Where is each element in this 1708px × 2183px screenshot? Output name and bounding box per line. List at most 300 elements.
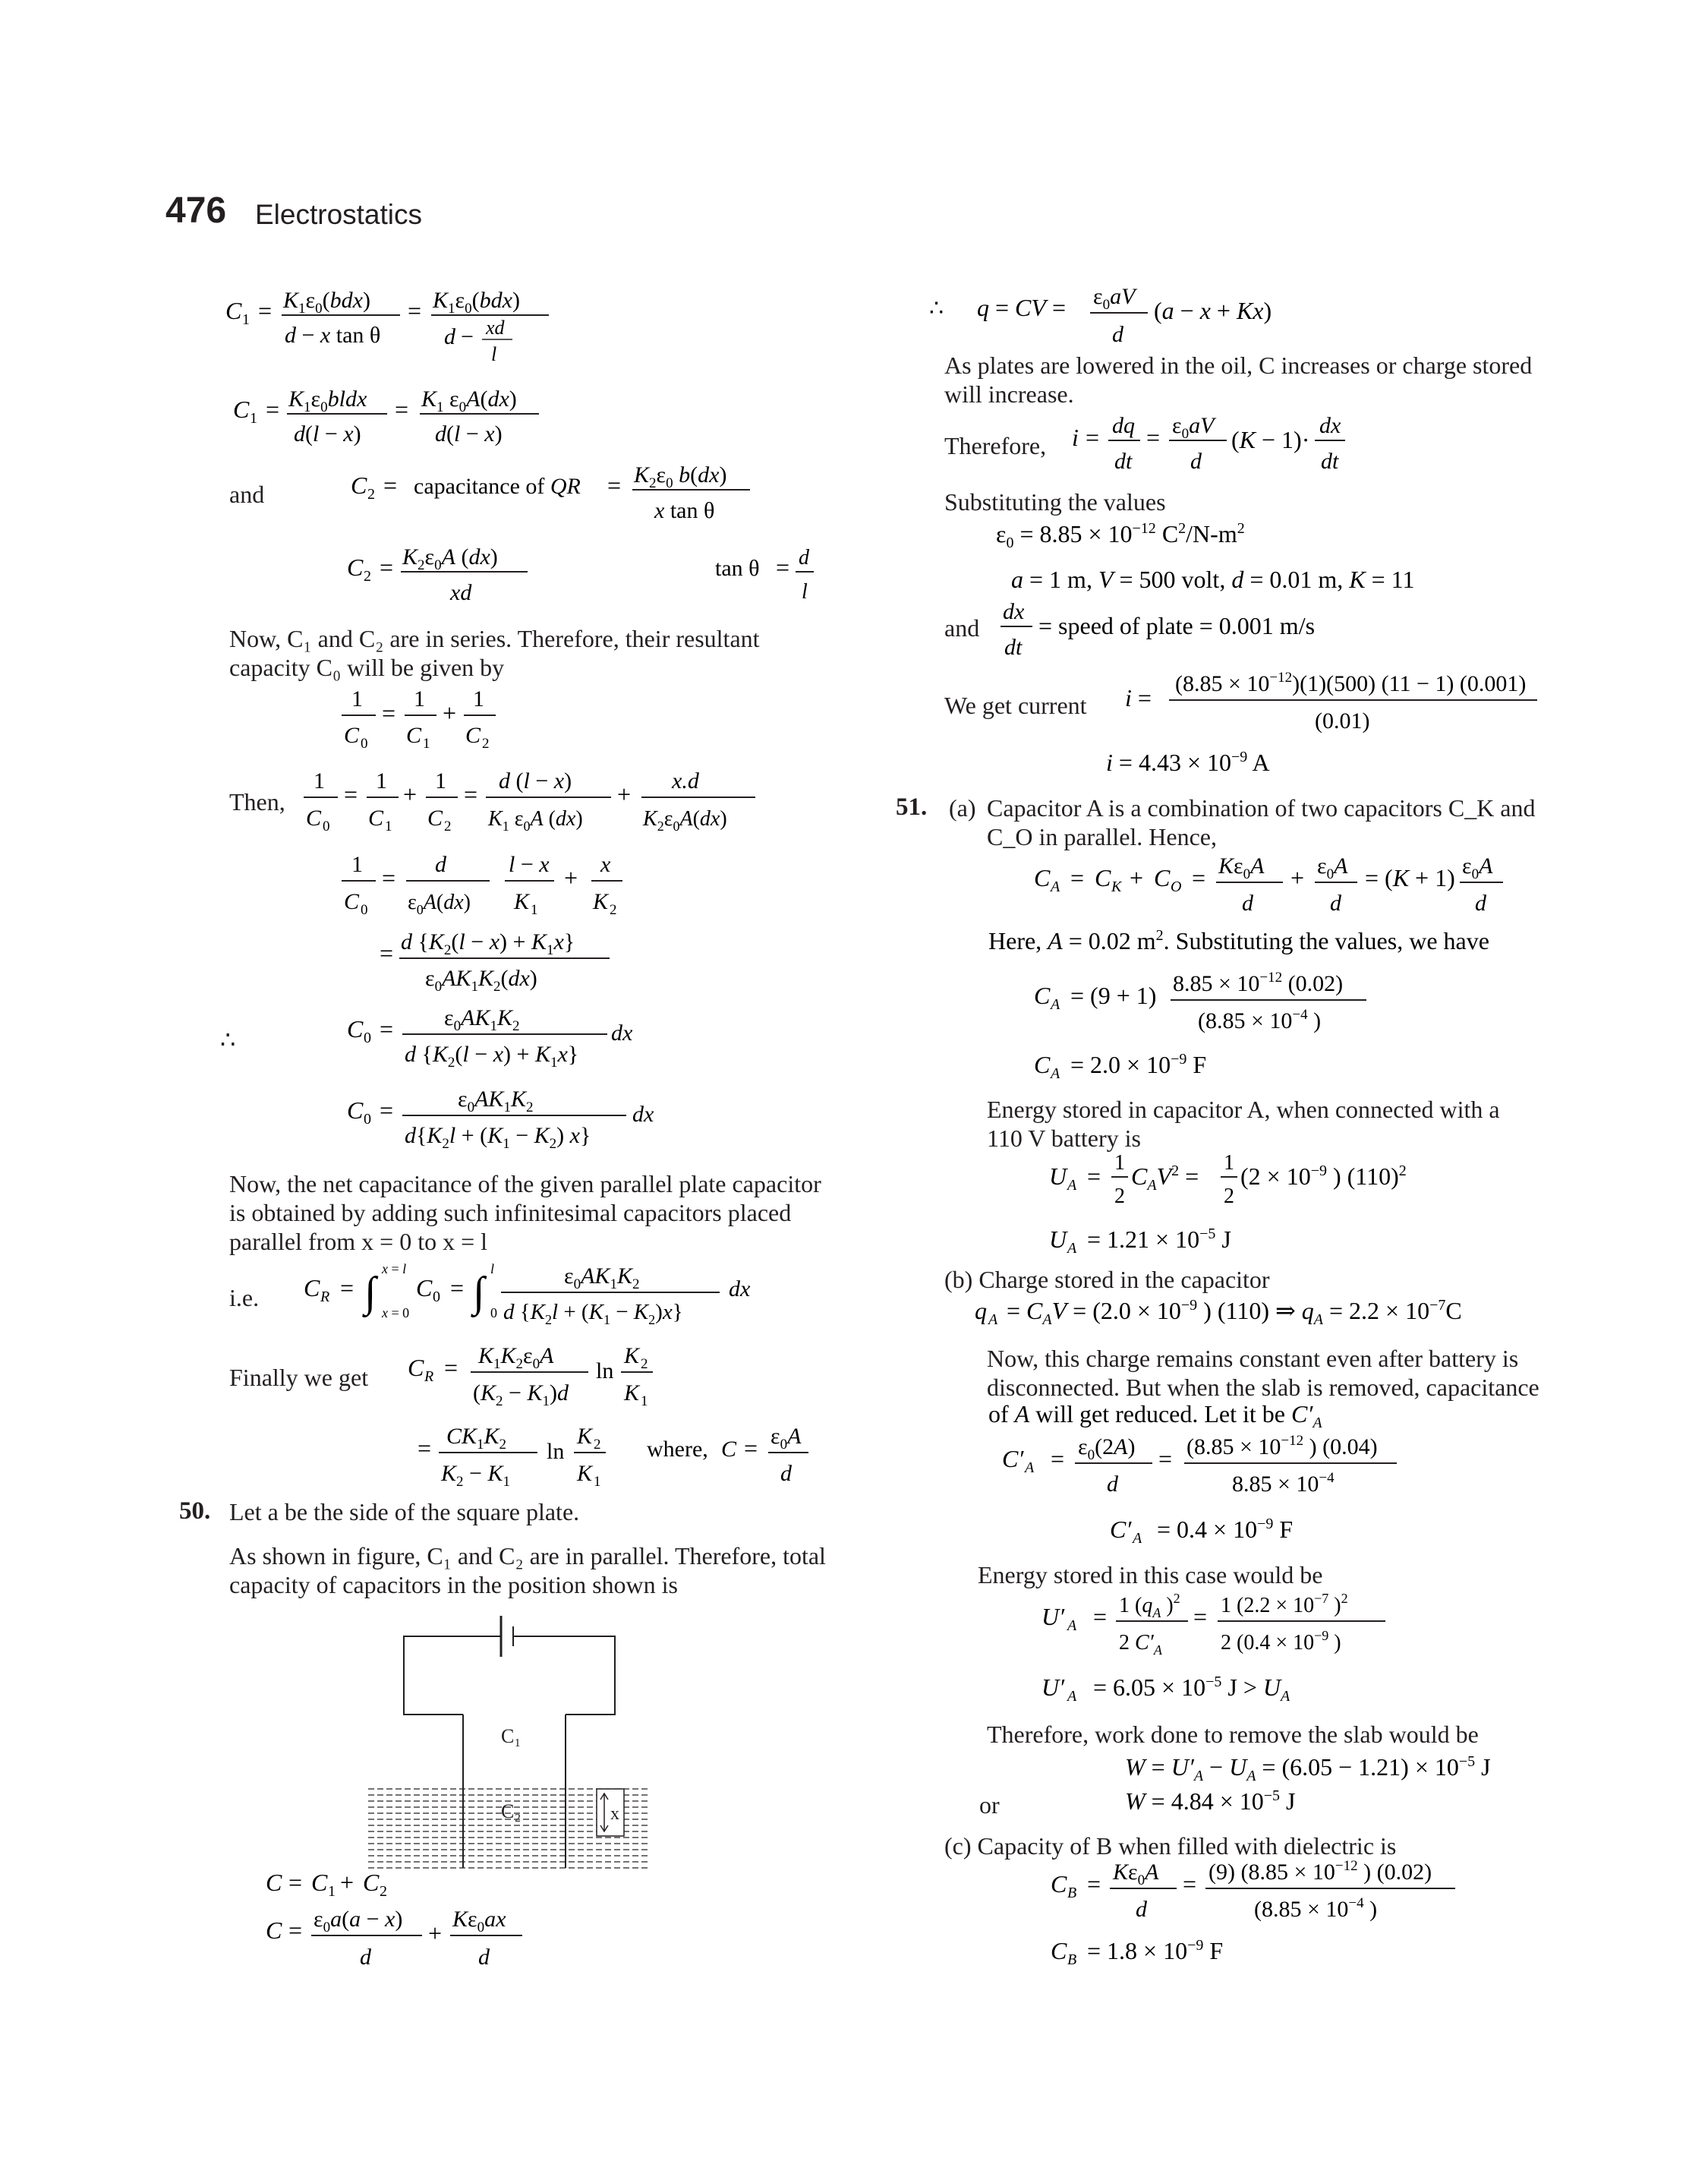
svg-text:1: 1 [242, 311, 250, 328]
svg-text:=: = [382, 864, 396, 891]
svg-text:+: + [564, 864, 578, 891]
svg-text:=: = [288, 1869, 303, 1896]
svg-text:ln: ln [547, 1439, 565, 1464]
svg-text:CAV2 =: $C_AV^2$ = [1131, 1162, 1199, 1194]
svg-text:ε0A: $\varepsilon_0A$ [1317, 853, 1348, 882]
equation-c1-first [224, 277, 558, 368]
paragraph-50-2: As shown in figure, C₁ and C₂ are in parallel. Therefore, total [229, 1542, 826, 1569]
svg-text:= CAV = (2.0 × 10−9 ) (110) ⇒: = $C_AV = (2.0 \times 10^{-9}$ ) (110) ⇒ $q_A = 2.2 \times 10^{-7}C$ [1007, 1297, 1462, 1328]
svg-text:C: C [1095, 864, 1111, 891]
svg-text:=: = [464, 781, 478, 808]
svg-text:K1ε0(bdx): $K_1\varepsilon_0(bdx)$ [283, 288, 370, 317]
svg-text:l: l [490, 1261, 495, 1276]
svg-text:d: d [1107, 1472, 1118, 1497]
svg-text:−: − [461, 324, 474, 349]
equation-ua [1048, 1145, 1442, 1221]
equation-c-expression [264, 1902, 537, 1978]
svg-text:C: C [351, 472, 367, 499]
equation-c1-second [232, 383, 550, 452]
question-number-50: 50. [179, 1497, 211, 1525]
part-c-label: (c) Capacity of B when filled with dielectric is [944, 1832, 1397, 1860]
svg-text:K: K [593, 889, 609, 914]
svg-text:C: C [1051, 1937, 1067, 1964]
svg-text:d: d [1190, 449, 1202, 474]
svg-text:U: U [1049, 1226, 1067, 1253]
svg-text:Kε0A: $K\varepsilon_0A$ [1218, 853, 1265, 882]
svg-text:l − x: l − x [509, 852, 550, 877]
svg-text:=: = [444, 1354, 459, 1381]
svg-text:(0.01): (0.01) [1315, 708, 1370, 733]
paragraph-series-2: capacity C₀ will be given by [229, 654, 505, 681]
svg-text:=: = [380, 554, 394, 581]
svg-text:W = 4.84 × 10−5 J: $W = 4.84 \times 10^{-5}$ J [1125, 1787, 1296, 1815]
svg-text:A: A [1025, 1459, 1035, 1476]
equation-where-c [645, 1417, 820, 1493]
equation-c-sum [264, 1864, 416, 1902]
paragraph-51a-2: C_O in parallel. Hence, [987, 823, 1217, 850]
svg-text:capacitance of QR: capacitance of QR [414, 474, 581, 499]
svg-text:K1ε0(bdx): $K_1\varepsilon_0(bdx)$ [433, 288, 520, 317]
svg-text:d: d [1136, 1897, 1147, 1922]
svg-text:=: = [266, 396, 280, 423]
equation-c2-second [345, 539, 543, 607]
page-number: 476 [165, 191, 227, 231]
svg-text:=: = [1087, 1870, 1101, 1898]
equation-work-result [1123, 1781, 1366, 1822]
svg-text:R: R [320, 1289, 330, 1305]
svg-text:(a − x + Kx): (a − x + Kx) [1154, 297, 1272, 324]
svg-text:C: C [1034, 1051, 1051, 1078]
svg-text:=: = [1158, 1445, 1173, 1472]
part-a-label: (a) [949, 794, 976, 822]
equation-current [1070, 406, 1359, 475]
svg-text:= 2.0 × 10−9 F: = $2.0 \times 10^{-9}$ F [1070, 1051, 1207, 1078]
svg-text:2: 2 [444, 819, 452, 834]
svg-text:C: C [416, 1274, 433, 1301]
equation-ca-values [1032, 964, 1382, 1040]
svg-text:1: 1 [328, 1883, 336, 1900]
finally-label: Finally we get [229, 1364, 369, 1391]
svg-text:1: 1 [314, 768, 325, 793]
svg-text:K: K [577, 1461, 593, 1486]
svg-text:xd: xd [450, 580, 472, 605]
svg-text:dx: dx [1319, 413, 1341, 438]
svg-text:+: + [428, 1920, 443, 1947]
svg-text:2: 2 [610, 902, 617, 918]
paragraph-51a-1: Capacitor A is a combination of two capacitors C_K and [987, 794, 1536, 822]
svg-text:K: K [1111, 879, 1122, 895]
paragraph-50-3: capacity of capacitors in the position shown is [229, 1571, 678, 1598]
paragraph-51b-4: Energy stored in this case would be [978, 1561, 1323, 1588]
svg-text:0: 0 [364, 1030, 371, 1046]
svg-text:ε0AK1K2(dx): $\varepsilon_0AK_1K_2(dx)$ [425, 966, 537, 995]
svg-text:=: = [408, 297, 422, 324]
svg-text:+: + [1130, 864, 1144, 891]
svg-text:8.85 × 10−4: $8.85 \times 10^{-4}$ [1232, 1470, 1335, 1497]
svg-text:2: 2 [594, 1437, 601, 1453]
equation-current-values [1123, 664, 1549, 740]
svg-text:1: 1 [414, 686, 425, 711]
equation-tan-theta [714, 539, 820, 607]
svg-text:+: + [403, 781, 418, 808]
svg-text:=: = [395, 396, 409, 423]
svg-text:2: 2 [482, 736, 490, 752]
svg-text:B: B [1067, 1885, 1077, 1901]
equation-charge [928, 279, 1292, 348]
ie-label: i.e. [229, 1284, 260, 1311]
svg-text:U′: U′ [1042, 1603, 1065, 1630]
svg-text:d: d [1330, 891, 1341, 916]
svg-text:1: 1 [641, 1393, 648, 1409]
svg-text:1: 1 [376, 768, 387, 793]
svg-text:B: B [1067, 1951, 1077, 1968]
svg-text:1: 1 [351, 686, 363, 711]
svg-text:d: d [780, 1461, 792, 1486]
svg-text:U′: U′ [1042, 1674, 1065, 1701]
svg-text:ε0A: $\varepsilon_0A$ [1462, 853, 1493, 882]
equation-ca-sum [1032, 847, 1518, 923]
svg-text:K1 ε0A (dx): $K_1$ $\varepsilon_0A$ (dx) [488, 807, 583, 834]
svg-text:0: 0 [490, 1305, 497, 1320]
svg-text:2 (0.4 × 10−9 ): 2 ($0.4 \times 10^{-9}$ ) [1221, 1628, 1341, 1655]
svg-text:x = 0: x = 0 [382, 1305, 410, 1320]
svg-text:K1K2ε0A: $K_1K_2\varepsilon_0A$ [478, 1343, 554, 1372]
svg-text:C: C [311, 1869, 328, 1896]
equation-current-result [1105, 744, 1332, 782]
svg-text:C: C [1034, 864, 1051, 891]
or-label: or [979, 1791, 1000, 1819]
svg-text:= 0.4 × 10−9 F: = $0.4 \times 10^{-9}$ F [1157, 1516, 1294, 1543]
equation-cr-in-terms-of-c [416, 1417, 644, 1493]
svg-text:K2ε0 b(dx): $K_2\varepsilon_0$ b(dx) [634, 462, 727, 491]
svg-text:d{K2l + (K1 − K2) x}: $d\{K_2l + (K_1 - K_2)$ x} [405, 1123, 591, 1152]
svg-text:1: 1 [1114, 1151, 1125, 1175]
svg-text:d: d [478, 1945, 490, 1970]
svg-text:dx: dx [729, 1276, 751, 1301]
svg-text:C: C [225, 297, 242, 324]
svg-text:d: d [360, 1945, 371, 1970]
svg-text:i: i [1072, 424, 1079, 451]
svg-text:d {K2(l − x) + K1x}: d $\{K_2(l - x) + K_1x\}$ [405, 1042, 579, 1071]
svg-text:K: K [514, 889, 530, 914]
svg-text:C′: C′ [1110, 1516, 1132, 1543]
svg-text:d: d [444, 324, 455, 349]
svg-text:A: A [1051, 1065, 1060, 1082]
svg-text:=: = [1183, 1870, 1197, 1898]
svg-text:i =: i = [1125, 684, 1152, 711]
svg-text:=: = [380, 1015, 394, 1043]
svg-text:=: = [1087, 1162, 1101, 1190]
chapter-title: Electrostatics [255, 199, 423, 230]
paragraph-plates-lowered-2: will increase. [944, 380, 1074, 408]
svg-text:K2ε0A(dx): $K_2\varepsilon_0A(dx)$ [643, 807, 727, 834]
svg-text:1: 1 [1224, 1151, 1234, 1175]
equation-cb [1049, 1853, 1474, 1929]
current-label: We get current [944, 692, 1087, 719]
svg-text:ε0aV: $\varepsilon_0aV$ [1172, 413, 1215, 442]
svg-text:dt: dt [1321, 449, 1339, 474]
svg-text:l: l [491, 343, 497, 365]
svg-text:C: C [1051, 1870, 1067, 1898]
svg-text:1: 1 [351, 852, 363, 877]
equation-c0-first [345, 1001, 664, 1069]
svg-text:ε0 = 8.85 × 10−12 C2/N-m2: $\varepsilon_0 = 8.85 \times 10^{-12}$ $C^2/N-m^2$ [996, 520, 1245, 551]
svg-text:C: C [406, 723, 422, 748]
svg-text:2: 2 [367, 486, 375, 503]
svg-text:K2ε0A (dx): $K_2\varepsilon_0A$ (dx) [402, 544, 498, 573]
svg-text:O: O [1171, 879, 1182, 895]
svg-text:x = l: x = l [382, 1261, 407, 1276]
svg-text:∫: ∫ [473, 1269, 485, 1316]
equation-ca-prime [1001, 1427, 1410, 1503]
svg-text:C: C [266, 1869, 282, 1896]
svg-text:=: = [380, 939, 394, 967]
paragraph-net-capacitance-1: Now, the net capacitance of the given parallel plate capacitor [229, 1170, 821, 1197]
svg-text:+: + [1290, 864, 1305, 891]
svg-text:=: = [744, 1434, 758, 1462]
figure-label-x: x [610, 1804, 619, 1824]
svg-text:=: = [382, 699, 396, 727]
svg-text:C: C [363, 1869, 380, 1896]
svg-text:Kε0ax: $K\varepsilon_0ax$ [452, 1907, 506, 1935]
svg-text:=: = [776, 554, 790, 581]
svg-text:A: A [1067, 1617, 1077, 1634]
equation-ua-prime-result [1040, 1667, 1344, 1708]
svg-text:=: = [1070, 864, 1085, 891]
equation-inverse-c0-factored [338, 847, 641, 923]
svg-text:∴: ∴ [929, 296, 944, 321]
svg-text:1: 1 [473, 686, 484, 711]
svg-text:ε0AK1K2: $\varepsilon_0AK_1K_2$ [444, 1005, 520, 1034]
then-label: Then, [229, 788, 285, 815]
svg-text:ε0aV: $\varepsilon_0aV$ [1093, 284, 1136, 313]
svg-text:d: d [1112, 322, 1123, 347]
svg-text:(8.85 × 10−12)(1)(500) (11 − 1: $(8.85 \times 10^{-12})(1)(500)$ (11 − 1) (0.001) [1175, 670, 1527, 696]
therefore-word: Therefore, [944, 432, 1047, 459]
svg-text:1 (qA )2: 1 ($q_A$ )$^2$ [1119, 1591, 1180, 1620]
svg-text:dq: dq [1112, 413, 1135, 438]
svg-text:ε0a(a − x): $\varepsilon_0a(a - x)$ [314, 1907, 403, 1935]
circuit-figure [364, 1602, 653, 1875]
svg-text:Here, A = 0.02 m2. Substitutin: Here, A = 0.02 $m^2$. Substituting the values, we have [988, 927, 1489, 954]
svg-text:d {K2(l − x) + K1x}: d $\{K_2(l - x) + K_1x\}$ [401, 929, 575, 958]
svg-text:= (9 + 1): = (9 + 1) [1070, 982, 1157, 1009]
figure-label-c1: C₁ [501, 1725, 522, 1747]
svg-text:=: = [380, 1096, 394, 1124]
equation-c2-first [349, 456, 759, 532]
equation-inverse-c0-combined [378, 925, 621, 993]
svg-text:(8.85 × 10−4 ): ($8.85 \times 10^{-4}$ ) [1254, 1895, 1378, 1922]
svg-text:xd: xd [486, 317, 505, 339]
paragraph-51a-4: Energy stored in capacitor A, when connected with a [987, 1096, 1500, 1123]
figure-label-c2: C₂ [501, 1800, 522, 1822]
svg-text:C′: C′ [1002, 1445, 1024, 1472]
paragraph-51b-2: disconnected. But when the slab is removed, capacitance [987, 1374, 1539, 1401]
svg-text:tan θ: tan θ [715, 556, 760, 581]
svg-text:=: = [607, 472, 622, 499]
question-number-51: 51. [896, 793, 928, 821]
svg-text:R: R [424, 1368, 434, 1385]
paragraph-net-capacitance-2: is obtained by adding such infinitesimal capacitors placed [229, 1199, 792, 1226]
svg-text:(9) (8.85 × 10−12 ) (0.02): (9) ($8.85 \times 10^{-12}$ ) (0.02) [1209, 1858, 1432, 1885]
svg-text:d(l − x): d(l − x) [294, 421, 361, 446]
paragraph-51a-3 [987, 925, 1564, 963]
equation-ca-result [1032, 1046, 1275, 1084]
svg-text:A: A [1067, 1688, 1077, 1705]
paragraph-plates-lowered-1: As plates are lowered in the oil, C increases or charge stored [944, 352, 1533, 379]
svg-text:d: d [435, 852, 446, 877]
svg-text:C: C [368, 806, 384, 831]
svg-text:= 6.05 × 10−5 J > UA: = $6.05 \times 10^{-5}$ $J > U_A$ [1093, 1674, 1290, 1705]
svg-text:K2 − K1: $K_2 - K_1$ [441, 1461, 510, 1490]
paragraph-50-1: Let a be the side of the square plate. [229, 1498, 580, 1525]
svg-text:=: = [418, 1434, 432, 1462]
svg-text:K1ε0bldx: $K_1\varepsilon_0bldx$ [288, 386, 367, 415]
svg-text:C: C [347, 554, 364, 581]
svg-text:C: C [233, 396, 250, 423]
svg-text:=: = [1051, 1445, 1065, 1472]
svg-text:=: = [288, 1916, 303, 1944]
paragraph-51a-5: 110 V battery is [987, 1125, 1141, 1152]
equation-cb-result [1049, 1932, 1292, 1970]
equation-inverse-c0 [300, 763, 786, 839]
svg-text:C: C [266, 1916, 282, 1944]
paragraph-net-capacitance-3: parallel from x = 0 to x = l [229, 1228, 488, 1255]
svg-text:A: A [1133, 1530, 1142, 1547]
svg-text:+: + [340, 1869, 355, 1896]
svg-text:(2 × 10−9 ) (110)2: ($2 \times 10^{-9}$ ) $(110)^2$ [1240, 1162, 1407, 1190]
svg-text:0: 0 [323, 819, 330, 834]
equation-ua-prime [1040, 1585, 1435, 1661]
svg-text:Kε0A: $K\varepsilon_0A$ [1113, 1860, 1159, 1888]
svg-text:1: 1 [423, 736, 430, 752]
svg-text:∫: ∫ [364, 1269, 377, 1316]
part-b-label: (b) Charge stored in the capacitor [944, 1266, 1270, 1293]
svg-text:1: 1 [594, 1474, 601, 1490]
svg-text:d − x tan θ: d − x tan θ [285, 323, 381, 348]
svg-text:= 1.21 × 10−5 J: = $1.21 \times 10^{-5}$ J [1087, 1226, 1231, 1253]
svg-text:2: 2 [1224, 1185, 1234, 1208]
equation-integral [302, 1257, 773, 1333]
svg-text:1: 1 [531, 902, 538, 918]
svg-text:d: d [1242, 891, 1253, 916]
svg-text:A: A [1051, 879, 1060, 895]
equation-c0-second [345, 1082, 679, 1150]
svg-text:= speed of plate = 0.001 m/s: = speed of plate = 0.001 m/s [1038, 612, 1316, 639]
svg-text:CK1K2: $CK_1K_2$ [446, 1424, 507, 1453]
svg-text:=: = [258, 297, 273, 324]
svg-text:dx: dx [1003, 599, 1025, 624]
value-speed [1001, 592, 1342, 661]
and-label: and [229, 481, 265, 508]
svg-text:ε0AK1K2: $\varepsilon_0AK_1K_2$ [564, 1263, 640, 1292]
svg-text:(8.85 × 10−4 ): ($8.85 \times 10^{-4}$ ) [1198, 1007, 1322, 1033]
svg-text:1: 1 [250, 410, 257, 427]
svg-text:where,: where, [647, 1437, 708, 1462]
svg-text:W = U′A − UA = (6.05 − 1.21) ×: $W = U'_A - U_A = (6.05 - 1.21) \times 10^{-5}$ J [1125, 1753, 1491, 1784]
svg-text:C: C [306, 806, 322, 831]
svg-text:=: = [1192, 864, 1206, 891]
svg-text:ε0(2A): $\varepsilon_0(2A)$ [1078, 1434, 1136, 1463]
svg-text:d: d [1475, 891, 1486, 916]
svg-text:1: 1 [435, 768, 446, 793]
svg-text:0: 0 [433, 1289, 440, 1305]
paragraph-series-1: Now, C₁ and C₂ are in series. Therefore, their resultant [229, 625, 760, 652]
svg-text:i = 4.43 × 10−9 A: $i = 4.43 \times 10^{-9}$ A [1106, 749, 1270, 776]
svg-text:q: q [975, 1297, 987, 1324]
svg-text:(K2 − K1)d: $(K_2 - K_1)d$ [473, 1380, 569, 1409]
svg-text:C: C [347, 1015, 364, 1043]
svg-text:d {K2l + (K1 − K2)x}: d $\{K_2l + (K_1 - K_2)x\}$ [503, 1300, 683, 1327]
svg-text:0: 0 [361, 902, 368, 918]
svg-text:K: K [624, 1380, 640, 1405]
svg-text:A: A [988, 1311, 998, 1328]
svg-text:A: A [1067, 1240, 1077, 1257]
svg-text:A: A [1067, 1177, 1077, 1194]
equation-series-sum [338, 683, 505, 759]
svg-text:C: C [347, 1096, 364, 1124]
svg-text:ln: ln [596, 1358, 614, 1383]
equation-qa [973, 1292, 1550, 1330]
equation-ua-result [1048, 1221, 1290, 1259]
svg-text:2 C′A: 2 $C'_A$ [1119, 1631, 1162, 1658]
svg-text:2: 2 [364, 568, 371, 585]
svg-text:a = 1 m, V = 500 volt, d = 0.0: a = 1 m, V = 500 volt, d = 0.01 m, K = 11 [1011, 566, 1415, 593]
svg-text:2: 2 [380, 1883, 387, 1900]
paragraph-51b-1: Now, this charge remains constant even after battery is [987, 1345, 1519, 1372]
svg-text:ε0A(dx): $\varepsilon_0A(dx)$ [408, 891, 471, 917]
svg-text:d(l − x): d(l − x) [435, 421, 503, 446]
svg-text:=: = [383, 472, 398, 499]
svg-text:= (K + 1): = (K + 1) [1365, 864, 1455, 891]
svg-text:U: U [1049, 1162, 1067, 1190]
svg-text:0: 0 [361, 736, 368, 752]
svg-text:l: l [802, 580, 808, 604]
svg-text:=: = [450, 1274, 465, 1301]
svg-text:K1 ε0A(dx): $K_1$ $\varepsilon_0A(dx)$ [421, 386, 517, 415]
substituting-label: Substituting the values [944, 488, 1166, 516]
svg-text:+: + [443, 699, 457, 727]
svg-text:+: + [617, 781, 632, 808]
svg-text:x.d: x.d [672, 768, 699, 793]
svg-text:=: = [1093, 1603, 1108, 1630]
svg-text:(K − 1)·: (K − 1)· [1231, 426, 1310, 453]
svg-text:of A will get reduced. Let it: of A will get reduced. Let it be $C'_A$ [988, 1400, 1322, 1431]
and-label-right: and [944, 614, 980, 642]
svg-text:C: C [465, 723, 481, 748]
svg-text:dx: dx [611, 1021, 633, 1046]
svg-text:ε0A: $\varepsilon_0A$ [770, 1424, 802, 1453]
svg-text:C: C [1034, 982, 1051, 1009]
svg-text:K: K [577, 1424, 593, 1449]
svg-text:0: 0 [364, 1111, 371, 1128]
svg-text:q = CV =: q = CV = [977, 294, 1066, 321]
svg-text:= 1.8 × 10−9 F: = $1.8 \times 10^{-9}$ F [1087, 1937, 1224, 1964]
svg-text:C: C [304, 1274, 320, 1301]
svg-text:K: K [624, 1343, 640, 1368]
svg-text:d: d [799, 546, 809, 569]
svg-text:=: = [344, 781, 358, 808]
svg-text:dx: dx [632, 1102, 654, 1127]
equation-ca-prime-result [1108, 1511, 1351, 1549]
svg-text:2: 2 [1114, 1185, 1125, 1208]
svg-text:=: = [340, 1274, 355, 1301]
svg-text:(8.85 × 10−12 ) (0.04): ($8.85 \times 10^{-12}$ ) (0.04) [1186, 1433, 1378, 1459]
svg-text:C: C [344, 723, 360, 748]
svg-text:C: C [344, 889, 360, 914]
svg-text:d (l − x): d (l − x) [499, 768, 572, 793]
svg-text:1: 1 [385, 819, 392, 834]
